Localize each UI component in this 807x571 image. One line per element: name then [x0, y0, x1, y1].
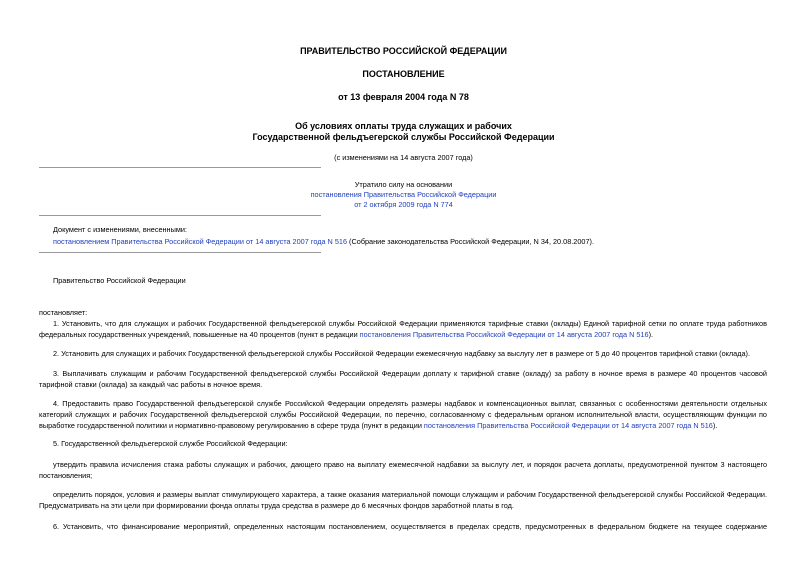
- paragraph-5b: определить порядок, условия и размеры выплат стимулирующего характера, а также оказания материальной помощи служащим и рабочим Государственной фельдъегерской службы Российской Федерации. Предусматривать на эти цели при формировании фонда оплаты труда средства в размере до 6 месячных фондов заработной платы в год.: [39, 490, 767, 510]
- paragraph-4: 4. Предоставить право Государственной фельдъегерской службе Российской Федерации определять размеры надбавок и компенсационных выплат, связанных с особенностями деятельности отдельных категорий служащих и рабочих Государственной фельдъегерской службы Российской Федерации, по перечню, согласованному с федеральным органом исполнительной власти, осуществляющим функции по выработке государственной политики и нормативно-правовому регулированию в сфере труда (пункт в редакции постановления Правительства Российской Федерации от 14 августа 2007 года N 516).: [39, 399, 767, 430]
- title-line-1: Об условиях оплаты труда служащих и рабочих: [295, 121, 512, 131]
- paragraph-4-link[interactable]: постановления Правительства Российской Федерации от 14 августа 2007 года N 516: [423, 421, 713, 430]
- invalidated-link-line-2[interactable]: от 2 октября 2009 года N 774: [354, 200, 453, 209]
- invalidated-link-line-1[interactable]: постановления Правительства Российской Федерации: [310, 190, 497, 199]
- paragraph-5: 5. Государственной фельдъегерской службе Российской Федерации:: [53, 439, 288, 448]
- government-heading: ПРАВИТЕЛЬСТВО РОССИЙСКОЙ ФЕДЕРАЦИИ: [300, 46, 507, 56]
- paragraph-2: 2. Установить для служащих и рабочих Государственной фельдъегерской службы Российской Федерации ежемесячную надбавку за выслугу лет в размере от 5 до 40 процентов тарифной ставки (оклада).: [53, 349, 751, 358]
- amendments-note: (с изменениями на 14 августа 2007 года): [334, 153, 473, 162]
- title-line-2: Государственной фельдъегерской службы Российской Федерации: [252, 132, 555, 142]
- changes-label: Документ с изменениями, внесенными:: [53, 225, 187, 234]
- invalidated-label: Утратило силу на основании: [354, 180, 453, 189]
- paragraph-1-link[interactable]: постановления Правительства Российской Федерации от 14 августа 2007 года N 516: [359, 330, 649, 339]
- changes-line: [53, 236, 594, 247]
- divider: [39, 167, 321, 168]
- paragraph-6: 6. Установить, что финансирование мероприятий, определенных настоящим постановлением, осуществляется в пределах средств, предусмотренных в федеральном бюджете на текущее содержание: [53, 522, 767, 531]
- divider: [39, 215, 321, 216]
- resolves-paragraph: постановляет:: [39, 308, 88, 317]
- government-paragraph: Правительство Российской Федерации: [53, 276, 186, 285]
- divider: [39, 252, 321, 253]
- doc-type-heading: ПОСТАНОВЛЕНИЕ: [362, 69, 445, 79]
- date-number-heading: от 13 февраля 2004 года N 78: [338, 92, 469, 102]
- paragraph-3: 3. Выплачивать служащим и рабочим Государственной фельдъегерской службы Российской Федерации доплату к тарифной ставке (окладу) за работу в ночное время в размере 40 процентов часовой тарифной ставки (оклада) за каждый час работы в ночное время.: [39, 369, 767, 389]
- paragraph-1: 1. Установить, что для служащих и рабочих Государственной фельдъегерской службы Российской Федерации применяются тарифные ставки (оклады) Единой тарифной сетки по оплате труда работников федеральных государственных учреждений, повышенные на 40 процентов (пункт в редакции постановления Правительства Российской Федерации от 14 августа 2007 года N 516).: [39, 319, 767, 339]
- changes-link[interactable]: постановлением Правительства Российской Федерации от 14 августа 2007 года N 516: [53, 237, 348, 246]
- changes-tail: (Собрание законодательства Российской Федерации, N 34, 20.08.2007).: [347, 237, 594, 246]
- paragraph-5a: утвердить правила исчисления стажа работы служащих и рабочих, дающего право на выплату ежемесячной надбавки за выслугу лет, и порядок расчета доплаты, предусмотренной пунктом 3 настоящего постановления;: [39, 460, 767, 480]
